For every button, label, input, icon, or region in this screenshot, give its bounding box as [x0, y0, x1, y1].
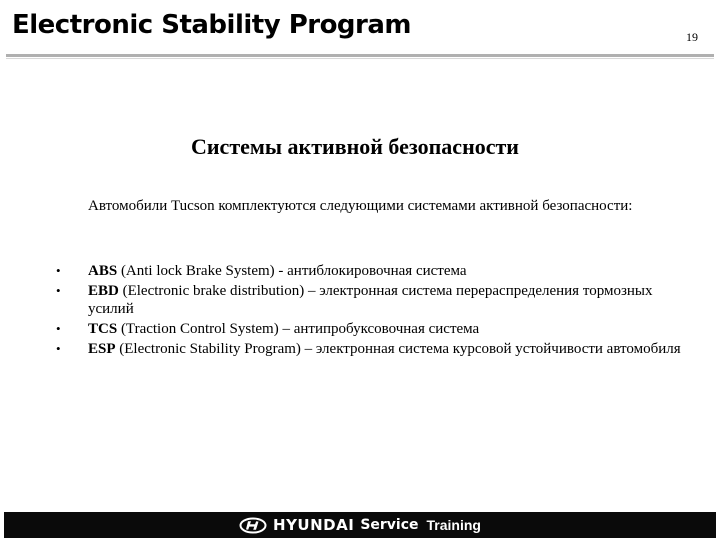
list-item-abbr: ESP	[88, 341, 116, 357]
header-divider-thin	[6, 58, 714, 59]
list-item-text: (Electronic Stability Program) – электронная система курсовой устойчивости автомобиля	[115, 341, 681, 357]
list-item-abbr: ABS	[88, 263, 118, 279]
list-item-ebd	[56, 282, 696, 318]
intro-text: Автомобили Tucson комплектуются следующими системами активной безопасности:	[88, 198, 633, 214]
list-item-abbr: TCS	[88, 321, 118, 337]
list-item-abbr: EBD	[88, 283, 119, 299]
footer-brand	[239, 516, 481, 534]
bullet-icon: •	[56, 341, 61, 356]
bullet-icon: •	[56, 321, 61, 336]
header-title: Electronic Stability Program	[12, 10, 412, 40]
list-item-tcs	[56, 320, 696, 338]
list-item-esp	[56, 340, 696, 358]
brand-name: HYUNDAI	[273, 516, 355, 534]
bullet-icon: •	[56, 263, 61, 278]
hyundai-logo-icon	[239, 517, 267, 534]
header-divider	[6, 54, 714, 57]
list-item-text: (Electronic brake distribution) – электронная система перераспределения тормозных усилий	[88, 283, 653, 317]
section-title: Системы активной безопасности	[190, 134, 519, 159]
page-number: 19	[686, 30, 698, 44]
bullet-icon: •	[56, 283, 61, 298]
list-item-text: (Traction Control System) – антипробуксовочная система	[117, 321, 480, 337]
systems-list	[56, 262, 696, 360]
brand-service-label: Service	[360, 517, 419, 533]
brand-training-label: Training	[426, 517, 481, 533]
footer-bar	[4, 512, 716, 538]
list-item-text: (Anti lock Brake System) - антиблокировочная система	[117, 263, 467, 279]
list-item-abs	[56, 262, 696, 280]
